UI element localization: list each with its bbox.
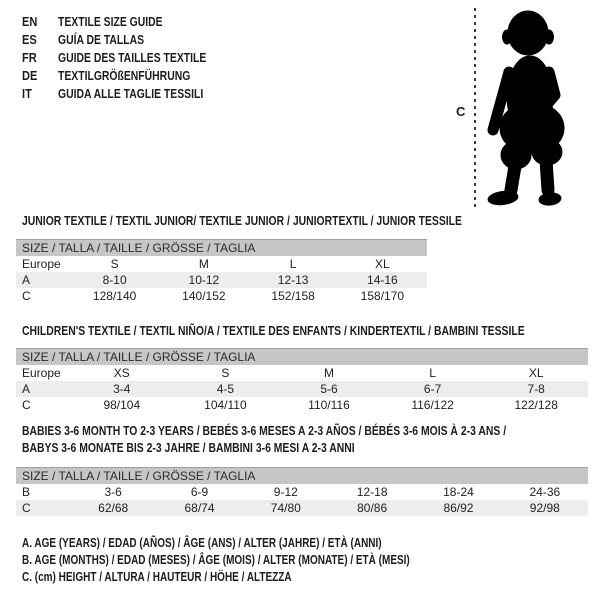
language-row-es: [22, 30, 243, 48]
guide-title: GUÍA DE TALLAS: [58, 31, 145, 47]
size-cell: 152/158: [271, 289, 315, 303]
row-label: C: [22, 289, 31, 303]
row-label: C: [22, 398, 31, 412]
row-label: C: [16, 500, 70, 516]
children-size-table: [16, 348, 588, 413]
language-code: FR: [22, 49, 37, 65]
junior-section-heading-text: JUNIOR TEXTILE / TEXTIL JUNIOR/ TEXTILE JUNIOR / JUNIORTEXTIL / JUNIOR TESSILE: [22, 213, 462, 228]
size-cell: L: [429, 366, 436, 380]
size-cell: 158/170: [360, 289, 405, 303]
size-cell: S: [110, 257, 119, 271]
size-cell: 68/74: [156, 500, 242, 516]
language-row-en: [22, 12, 243, 30]
row-label: B: [22, 485, 31, 499]
size-cell: 9-12: [273, 485, 298, 499]
size-cell: 14-16: [338, 272, 427, 288]
table-row: [16, 381, 588, 397]
size-header-row: [16, 349, 588, 366]
size-cell: 98/104: [103, 398, 141, 412]
size-header-cell: SIZE / TALLA / TAILLE / GRÖSSE / TAGLIA: [16, 468, 588, 485]
table-row: [16, 272, 427, 288]
junior-size-table: [16, 239, 427, 304]
footnote-a: [22, 536, 472, 550]
row-label: A: [16, 381, 70, 397]
language-code: ES: [22, 31, 37, 47]
size-cell: 5-6: [277, 381, 381, 397]
size-cell: 92/98: [502, 500, 588, 516]
height-measure-label: C: [456, 104, 466, 119]
table-row: [16, 256, 427, 272]
size-header-row: [16, 240, 427, 257]
size-cell: 8-10: [70, 272, 159, 288]
size-header-row: [16, 468, 588, 485]
size-cell: 10-12: [159, 272, 248, 288]
size-cell: S: [221, 366, 230, 380]
size-cell: 7-8: [484, 381, 588, 397]
language-guide: [22, 12, 243, 102]
table-row: [16, 365, 588, 381]
table-row: [16, 288, 427, 304]
language-code: DE: [22, 67, 38, 83]
language-code: IT: [22, 85, 32, 101]
size-cell: 86/92: [415, 500, 501, 516]
table-row: [16, 484, 588, 500]
height-measure-dashed-line: [474, 8, 476, 208]
row-label: Europe: [22, 257, 61, 271]
size-cell: 140/152: [182, 289, 226, 303]
size-cell: 128/140: [92, 289, 137, 303]
size-cell: 12-13: [249, 272, 338, 288]
size-cell: M: [198, 257, 209, 271]
babies-size-table: [16, 467, 588, 516]
children-section-heading-text: CHILDREN'S TEXTILE / TEXTIL NIÑO/A / TEXTILE DES ENFANTS / KINDERTEXTIL / BAMBINI TESSILE: [22, 323, 525, 338]
size-cell: 3-4: [70, 381, 174, 397]
size-cell: XL: [528, 366, 544, 380]
junior-section-heading: [22, 213, 572, 228]
size-cell: M: [323, 366, 334, 380]
size-cell: 110/116: [308, 398, 350, 412]
size-cell: L: [289, 257, 297, 271]
footnote-c: [22, 570, 359, 584]
guide-title: GUIDA ALLE TAGLIE TESSILI: [58, 85, 204, 101]
table-row: [16, 397, 588, 413]
row-label: A: [16, 272, 70, 288]
size-cell: 12-18: [356, 485, 388, 499]
size-cell: 6-9: [190, 485, 209, 499]
babies-section-heading-line2: BABYS 3-6 MONATE BIS 2-3 JAHRE / BAMBINI 3-6 MESI A 2-3 ANNI: [22, 440, 355, 455]
size-cell: 4-5: [174, 381, 278, 397]
language-code: EN: [22, 13, 38, 29]
size-cell: 3-6: [104, 485, 122, 499]
footnote-a-text: A. AGE (YEARS) / EDAD (AÑOS) / ÂGE (ANS) / ALTER (JAHRE) / ETÀ (ANNI): [22, 536, 382, 550]
footnote-c-text: C. (cm) HEIGHT / ALTURA / HAUTEUR / HÖHE / ALTEZZA: [22, 570, 292, 584]
children-section-heading: [22, 323, 600, 338]
guide-title: TEXTILE SIZE GUIDE: [58, 13, 163, 29]
babies-section-heading: [22, 440, 438, 455]
footnote-b-text: B. AGE (MONTHS) / EDAD (MESES) / ÂGE (MOIS) / ALTER (MONATE) / ETÀ (MESI): [22, 553, 410, 567]
size-header-cell: SIZE / TALLA / TAILLE / GRÖSSE / TAGLIA: [16, 240, 427, 257]
size-header-cell: SIZE / TALLA / TAILLE / GRÖSSE / TAGLIA: [16, 349, 588, 366]
size-cell: 116/122: [411, 398, 454, 412]
size-cell: 122/128: [514, 398, 558, 412]
guide-title: TEXTILGRÖßENFÜHRUNG: [58, 67, 191, 83]
babies-section-heading: [22, 423, 600, 438]
row-label: Europe: [22, 366, 61, 380]
table-row: [16, 500, 588, 516]
size-cell: 104/110: [204, 398, 247, 412]
size-cell: 80/86: [329, 500, 415, 516]
size-cell: 74/80: [243, 500, 329, 516]
language-row-fr: [22, 48, 243, 66]
size-cell: XL: [375, 257, 390, 271]
baby-silhouette: [486, 10, 570, 206]
size-cell: 24-36: [529, 485, 561, 499]
language-row-it: [22, 84, 243, 102]
babies-section-heading-line1: BABIES 3-6 MONTH TO 2-3 YEARS / BEBÉS 3-6 MESES A 2-3 AÑOS / BÉBÉS 3-6 MOIS À 2-3 ANS /: [22, 423, 507, 438]
guide-title: GUIDE DES TAILLES TEXTILE: [58, 49, 207, 65]
size-cell: XS: [113, 366, 130, 380]
size-cell: 62/68: [70, 500, 156, 516]
size-cell: 18-24: [443, 485, 474, 499]
size-cell: 6-7: [381, 381, 485, 397]
language-row-de: [22, 66, 243, 84]
footnote-b: [22, 553, 507, 567]
